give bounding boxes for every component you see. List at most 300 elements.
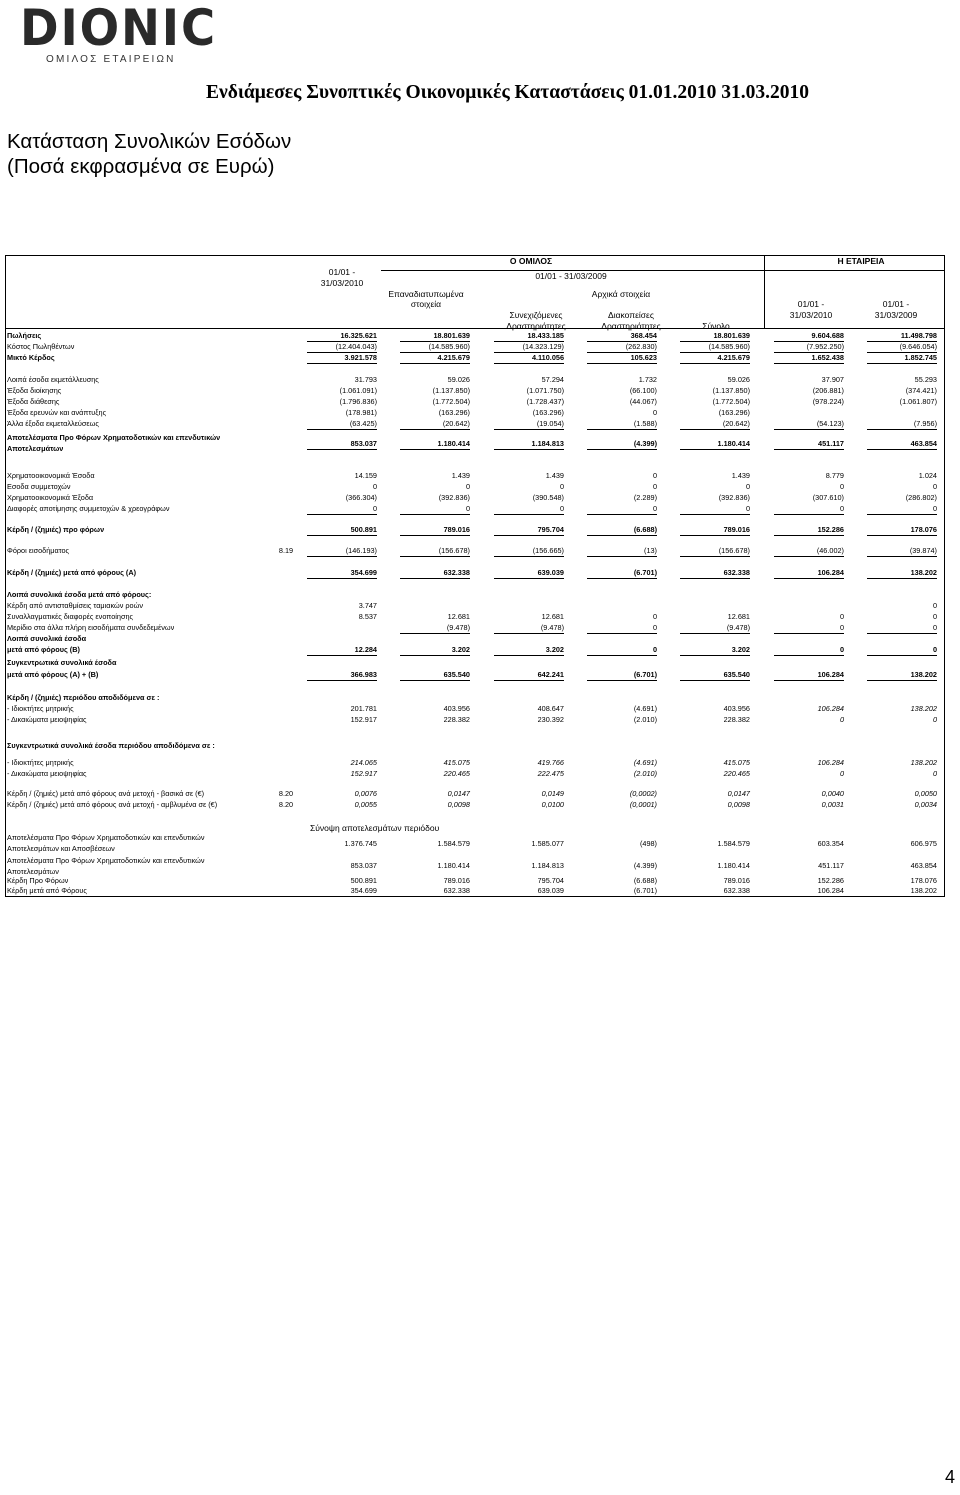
cell: (4.399) [587,439,657,450]
original-label: Αρχικά στοιχεία [591,289,651,299]
cell: 106.284 [774,670,844,681]
cell: 419.766 [537,758,564,767]
cell: (1.772.504) [712,397,750,406]
cell: (156.678) [400,546,470,557]
cell: (307.610) [812,493,844,502]
cell: (20.642) [680,419,750,430]
cell: (2.010) [633,715,657,724]
cell: 12.681 [447,612,470,621]
cell: 106.284 [774,568,844,579]
cell: 222.475 [537,769,564,778]
cell: 853.037 [307,439,377,450]
cell: 639.039 [494,568,564,579]
cell: (978.224) [812,397,844,406]
table-row [7,342,939,352]
cell: (156.678) [680,546,750,557]
table-row [7,433,939,455]
cell: 0 [839,482,844,491]
cell: 0,0147 [447,789,470,798]
cell: 0 [867,623,937,634]
cell: 603.354 [817,839,844,848]
row-label: Κέρδη / (ζημιές) μετά από φόρους ανά μετοχή - αμβλυμένα σε (€) [7,800,218,809]
cell: 0 [839,715,844,724]
cell: (7.952.250) [774,342,844,353]
cell: (392.836) [438,493,470,502]
row-label: μετά από φόρους (Α) + (Β) [7,670,99,679]
cell: 138.202 [867,568,937,579]
cell: 3.747 [358,601,377,610]
cell: 0,0040 [821,789,844,798]
table-row [7,353,939,363]
cell: 789.016 [400,525,470,536]
summary-row [7,876,939,886]
cell: (44.067) [629,397,657,406]
cell: (286.802) [905,493,937,502]
cell: 0,0031 [821,800,844,809]
cell: 18.801.639 [680,331,750,342]
cell: (13) [587,546,657,557]
cell: 0 [867,645,937,656]
cell: (54.123) [774,419,844,430]
cell: 152.917 [350,769,377,778]
cell: (206.881) [812,386,844,395]
row-label: Κέρδη / (ζημιές) περιόδου αποδιδόμενα σε : [7,693,160,702]
cell: (392.836) [718,493,750,502]
cell: 0 [774,623,844,634]
table-row [7,331,939,341]
table-row [7,408,939,418]
cell: 366.983 [307,670,377,681]
cell: 1.439 [545,471,564,480]
cell: 632.338 [680,568,750,579]
cell: 0 [774,504,844,515]
cell: 1.439 [731,471,750,480]
cell: (163.296) [438,408,470,417]
discontinued-label-1: Διακοπείσες [608,310,654,320]
cell: 3.202 [680,645,750,656]
cell: 354.699 [350,886,377,895]
cell: 0,0100 [541,800,564,809]
restated-label-1: Επαναδιατυπωμένα [388,289,464,299]
cell: 105.623 [587,353,657,364]
cell: 0 [372,482,377,491]
table-row [7,504,939,514]
continuing-label-1: Συνεχιζόμενες [509,310,563,320]
logo-wordmark: DIONIC [20,0,217,57]
cell: 632.338 [400,568,470,579]
cell: (2.289) [633,493,657,502]
row-label: Κέρδη / (ζημιές) μετά από φόρους (Α) [7,568,137,577]
row-label: - Ιδιοκτήτες μητρικής [7,758,74,767]
total-label: Σύνολο [702,321,730,331]
cell: 106.284 [817,886,844,895]
cell: (6.701) [587,670,657,681]
cell: 789.016 [443,876,470,885]
discontinued-label-2: Δραστηριότητες [601,321,661,331]
cell: 0 [839,769,844,778]
cell: 853.037 [350,861,377,870]
continuing-label-2: Δραστηριότητες [506,321,566,331]
cell: 0 [587,645,657,656]
cell: 31.793 [354,375,377,384]
cell: 106.284 [817,704,844,713]
cell: 0 [932,715,937,724]
group-period-label-2: 31/03/2010 [320,278,364,288]
cell: (262.830) [587,342,657,353]
cell: (163.296) [718,408,750,417]
cell: 1.376.745 [344,839,377,848]
row-label: Αποτελεσμάτων [7,444,64,453]
table-row [7,623,939,633]
cell: 1.584.579 [437,839,470,848]
cell: 138.202 [910,886,937,895]
table-row [7,419,939,429]
document-title: Ενδιάμεσες Συνοπτικές Οικονομικές Καταστάσεις 01.01.2010 31.03.2010 [206,82,810,103]
table-row [7,546,939,556]
cell: (6.688) [633,876,657,885]
note-ref: 8.20 [278,789,294,798]
company-2010-label-1: 01/01 - [797,299,825,309]
cell: 230.392 [537,715,564,724]
cell: (1.728.437) [526,397,564,406]
table-row [7,789,939,799]
cell: 4.110.056 [494,353,564,364]
group-header: Ο ΟΜΙΛΟΣ [509,256,553,266]
cell: 152.286 [817,876,844,885]
cell: 0 [652,408,657,417]
row-label: Εσοδα συμμετοχών [7,482,71,491]
row-label: Κέρδη / (ζημιές) μετά από φόρους ανά μετοχή - βασικά σε (€) [7,789,205,798]
page-heading-line-1: Κατάσταση Συνολικών Εσόδων [7,130,292,153]
cell: 0 [745,482,750,491]
cell: (14.585.960) [680,342,750,353]
table-row [7,704,939,714]
cell: 415.075 [443,758,470,767]
table-row [7,471,939,481]
cell: (63.425) [307,419,377,430]
table-row [7,658,939,680]
cell: (1.772.504) [432,397,470,406]
cell: 639.039 [537,886,564,895]
cell: 228.382 [723,715,750,724]
table-row [7,769,939,779]
row-label: Αποτελεσμάτων και Αποσβέσεων [7,844,115,853]
row-label: Διαφορές αποτίμησης συμμετοχών & χρεογράφων [7,504,170,513]
cell: 0 [652,482,657,491]
table-row [7,482,939,492]
cell: 57.294 [541,375,564,384]
cell: 632.338 [443,886,470,895]
cell: (66.100) [629,386,657,395]
cell: 1.180.414 [717,861,750,870]
row-label: Αποτελεσμάτων [7,867,59,876]
summary-title: Σύνοψη αποτελεσμάτων περιόδου [310,823,440,833]
row-label: Έξοδα διάθεσης [7,397,60,406]
cell: 59.026 [447,375,470,384]
cell: (390.548) [532,493,564,502]
company-2010-label-2: 31/03/2010 [789,310,833,320]
cell: 12.681 [541,612,564,621]
restated-label-2: στοιχεία [410,299,442,309]
cell: (6.701) [633,886,657,895]
cell: 4.215.679 [680,353,750,364]
cell: 138.202 [910,758,937,767]
row-label: Αποτελέσματα Προ Φόρων Χρηματοδοτικών και επενδυτικών [7,433,221,442]
row-label: - Ιδιοκτήτες μητρικής [7,704,74,713]
group-period-label-1: 01/01 - [328,267,356,277]
cell: 500.891 [307,525,377,536]
cell: 106.284 [817,758,844,767]
cell: 0 [465,482,470,491]
cell: 0 [494,504,564,515]
cell: 18.801.639 [400,331,470,342]
row-label: μετά από φόρους (Β) [7,645,80,654]
cell: 37.907 [821,375,844,384]
cell: 500.891 [350,876,377,885]
summary-row [7,833,939,855]
cell: (1.061.807) [899,397,937,406]
cell: 220.465 [443,769,470,778]
cell: (9.478) [494,623,564,634]
table-row [7,612,939,622]
cell: 1.180.414 [437,861,470,870]
cell: (12.404.043) [307,342,377,353]
cell: 16.325.621 [307,331,377,342]
cell: 451.117 [774,439,844,450]
cell: 1.184.813 [531,861,564,870]
row-label: Αποτελέσματα Προ Φόρων Χρηματοδοτικών και επενδυτικών [7,833,205,842]
cell: 12.284 [307,645,377,656]
row-label: Κέρδη μετά από Φόρους [7,886,87,895]
cell: 18.433.185 [494,331,564,342]
row-label: Λοιπά έσοδα εκμετάλλευσης [7,375,99,384]
page-heading-line-2: (Ποσά εκφρασμένα σε Ευρώ) [7,155,275,178]
cell: (163.296) [532,408,564,417]
cell: 0 [559,482,564,491]
table-row [7,493,939,503]
note-ref: 8.20 [278,800,294,809]
row-label: Έξοδα διοίκησης [7,386,62,395]
cell: 451.117 [818,861,844,870]
row-label: Χρηματοοικονομικά Έξοδα [7,493,94,502]
cell: 3.202 [494,645,564,656]
cell: 55.293 [914,375,937,384]
cell: 0,0076 [354,789,377,798]
cell: (6.688) [587,525,657,536]
cell: 8.537 [358,612,377,621]
cell: 1.652.438 [774,353,844,364]
cell: (1.061.091) [339,386,377,395]
row-label: Πωλήσεις [7,331,42,340]
row-label: Χρηματοοικονομικά Έσοδα [7,471,95,480]
row-label: Φόροι εισοδήματος [7,546,70,555]
cell: (374.421) [905,386,937,395]
cell: (14.323.129) [494,342,564,353]
header-rule [381,270,944,271]
page-heading [7,129,291,179]
cell: 0,0098 [727,800,750,809]
cell: (1.137.850) [432,386,470,395]
cell: 11.498.798 [867,331,937,342]
cell: (46.002) [774,546,844,557]
row-label: Λοιπά συνολικά έσοδα [7,634,87,643]
row-label: Κέρδη / (ζημιές) προ φόρων [7,525,105,534]
cell: (1.137.850) [712,386,750,395]
cell: (1.796.836) [339,397,377,406]
cell: 415.075 [723,758,750,767]
row-label: Συγκεντρωτικά συνολικά έσοδα [7,658,117,667]
cell: 795.704 [537,876,564,885]
prior-period-label: 01/01 - 31/03/2009 [535,271,607,281]
table-row [7,525,939,535]
cell: 1.439 [451,471,470,480]
cell: (2.010) [633,769,657,778]
cell: 178.076 [867,525,937,536]
table-row [7,386,939,396]
row-label: - Δικαιώματα μειοψηφίας [7,769,87,778]
row-label: Λοιπά συνολικά έσοδα μετά από φόρους: [7,590,152,599]
cell: 138.202 [910,704,937,713]
cell: (0,0001) [629,800,657,809]
cell: 1.024 [918,471,937,480]
row-label: - Δικαιώματα μειοψηφίας [7,715,87,724]
cell: (4.691) [633,758,657,767]
cell: 1.852.745 [867,353,937,364]
cell: (39.874) [867,546,937,557]
table-row [7,634,939,656]
cell: 0 [587,623,657,634]
cell: 463.854 [867,439,937,450]
cell: 0 [587,504,657,515]
cell: 201.781 [350,704,377,713]
cell: 1.732 [638,375,657,384]
cell: 635.540 [400,670,470,681]
cell: 354.699 [307,568,377,579]
cell: 1.180.414 [400,439,470,450]
row-label: Μερίδιο στα άλλα πλήρη εισοδήματα συνδεδεμένων [7,623,175,632]
cell: 789.016 [680,525,750,536]
cell: 368.454 [587,331,657,342]
cell: 795.704 [494,525,564,536]
cell: (9.478) [400,623,470,634]
cell: 59.026 [727,375,750,384]
cell: 403.956 [443,704,470,713]
cell: (9.478) [680,623,750,634]
summary-row [7,886,939,896]
section-heading [7,590,939,600]
cell: 14.159 [354,471,377,480]
row-label: Άλλα έξοδα εκμεταλλεύσεως [7,419,99,428]
cell: (156.665) [494,546,564,557]
cell: 632.338 [723,886,750,895]
cell: (9.646.054) [867,342,937,353]
cell: 0,0055 [354,800,377,809]
row-label: Έξοδα ερευνών και ανάπτυξης [7,408,107,417]
cell: (0,0002) [629,789,657,798]
cell: (19.054) [494,419,564,430]
company-logo [20,0,217,65]
cell: (6.701) [587,568,657,579]
cell: 0,0147 [727,789,750,798]
logo-tagline: ΟΜΙΛΟΣ ΕΤΑΙΡΕΙΩΝ [46,54,176,65]
cell: (146.193) [307,546,377,557]
table-row [7,568,939,578]
cell: 0 [400,504,470,515]
cell: 606.975 [910,839,937,848]
table-row [7,715,939,725]
cell: 3.921.578 [307,353,377,364]
cell: 178.076 [910,876,937,885]
cell: 1.180.414 [680,439,750,450]
cell: 1.585.077 [531,839,564,848]
cell: 0 [652,471,657,480]
cell: 4.215.679 [400,353,470,364]
section-heading [7,693,939,703]
section-heading [7,741,939,751]
cell: 1.184.813 [494,439,564,450]
cell: (14.585.960) [400,342,470,353]
cell: 3.202 [400,645,470,656]
cell: 0 [652,612,657,621]
cell: 8.779 [825,471,844,480]
header-bottom-rule [6,328,944,329]
cell: 1.584.579 [717,839,750,848]
table-row [7,800,939,810]
cell: 0 [839,612,844,621]
cell: 642.241 [494,670,564,681]
row-label: Αποτελέσματα Προ Φόρων Χρηματοδοτικών και επενδυτικών [7,856,205,865]
page-number: 4 [945,1467,956,1487]
cell: (366.304) [345,493,377,502]
cell: 152.917 [350,715,377,724]
cell: 463.854 [910,861,937,870]
cell: 0 [307,504,377,515]
cell: (1.588) [587,419,657,430]
cell: (4.399) [633,861,657,870]
column-divider [764,256,765,328]
note-ref: 8.19 [278,546,294,555]
cell: 0,0050 [914,789,937,798]
cell: 0 [867,504,937,515]
cell: (178.981) [345,408,377,417]
company-2009-label-2: 31/03/2009 [874,310,918,320]
cell: 0 [932,769,937,778]
row-label: Κόστος Πωληθέντων [7,342,75,351]
cell: 0 [680,504,750,515]
row-label: Κέρδη Προ Φόρων [7,876,69,885]
cell: (20.642) [400,419,470,430]
cell: 9.604.688 [774,331,844,342]
cell: (4.691) [633,704,657,713]
table-row [7,758,939,768]
cell: 789.016 [723,876,750,885]
cell: 403.956 [723,704,750,713]
cell: (498) [639,839,657,848]
cell: (1.071.750) [526,386,564,395]
table-row [7,601,939,611]
table-row [7,375,939,385]
cell: 0 [932,612,937,621]
cell: 214.065 [350,758,377,767]
row-label: Κέρδη από αντισταθμίσεις ταμιακών ροών [7,601,143,610]
cell: 0 [932,601,937,610]
cell: 408.647 [537,704,564,713]
table-row [7,397,939,407]
cell: 0,0098 [447,800,470,809]
company-2009-label-1: 01/01 - [882,299,910,309]
row-label: Συναλλαγματικές διαφορές ενοποίησης [7,612,134,621]
cell: 228.382 [443,715,470,724]
